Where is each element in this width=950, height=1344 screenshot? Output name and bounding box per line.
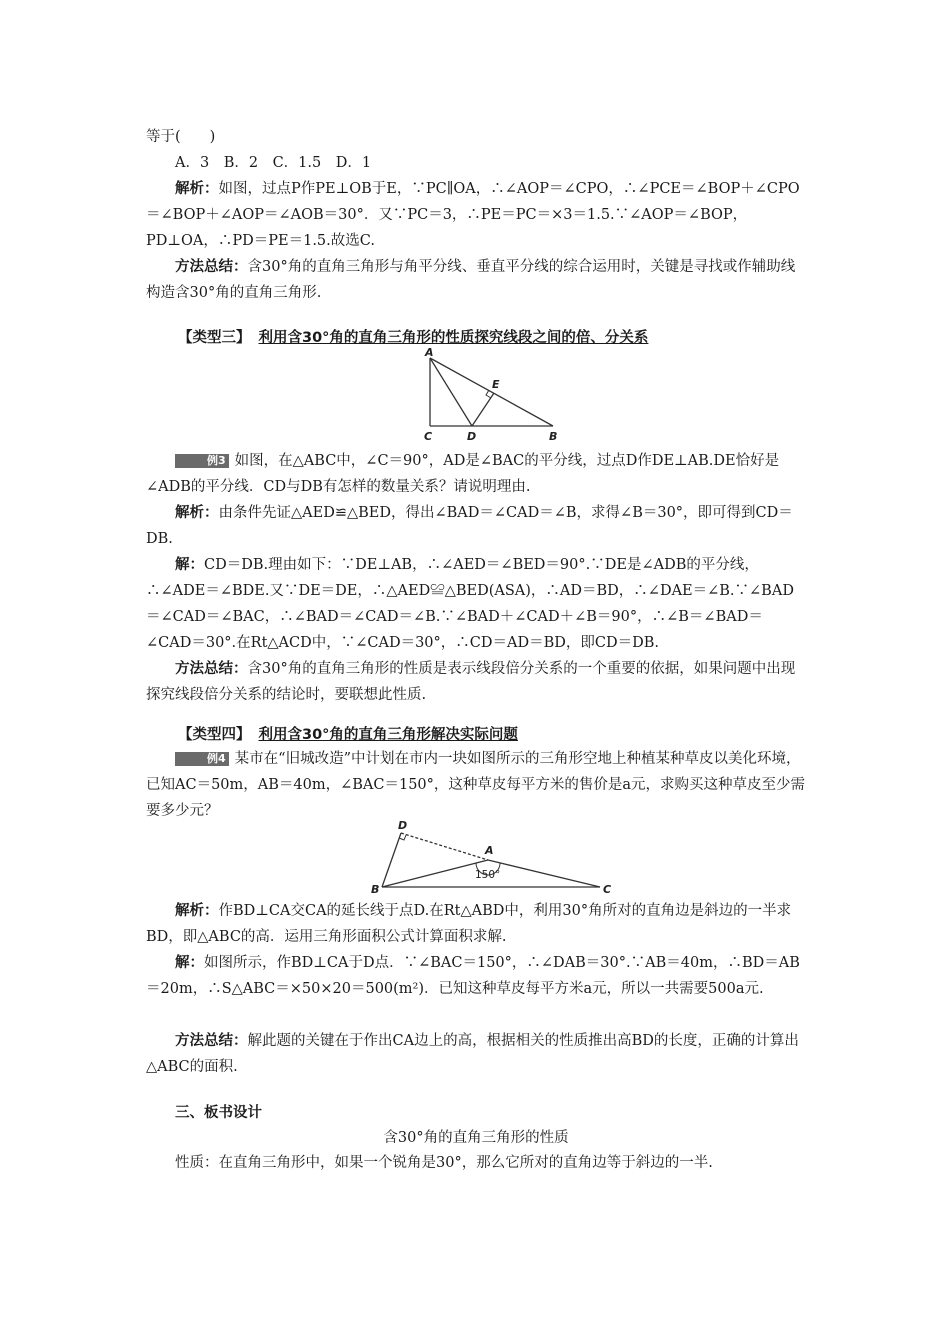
label-a: A [485, 844, 494, 857]
solution-1-text: 如图，过点P作PE⊥OB于E，∵PC∥OA，∴∠AOP＝∠CPO，∴∠PCE＝∠BOP＋∠CPO＝∠BOP＋∠AOP＝∠AOB＝30°．又∵PC＝3，∴PE＝PC＝×3＝1.5.∵∠AOP＝∠BOP，PD⊥OA，∴PD＝PE＝1.5.故选C. [146, 181, 800, 249]
solution-4 [146, 950, 806, 1002]
example-4-text: 某市在“旧城改造”中计划在市内一块如图所示的三角形空地上种植某种草皮以美化环境，已知AC＝50m，AB＝40m，∠BAC＝150°，这种草皮每平方米的售价是a元，求购买这种草皮至少需要多少元？ [146, 751, 806, 819]
summary-3-label: 方法总结： [175, 661, 248, 677]
label-c: C [603, 883, 612, 896]
summary-4 [146, 1028, 806, 1080]
summary-3 [146, 656, 806, 708]
solution-3-text: CD＝DB.理由如下：∵DE⊥AB，∴∠AED＝∠BED＝90°.∵DE是∠ADB的平分线，∴∠ADE＝∠BDE.又∵DE＝DE，∴△AED≌△BED(ASA)，∴AD＝BD，∴∠DAE＝∠B.∵∠BAD＝∠CAD＝∠BAC，∴∠BAD＝∠CAD＝∠B.∵∠BAD＋∠CAD＋∠B＝90°，∴∠B＝∠BAD＝∠CAD＝30°.在Rt△ACD中，∵∠CAD＝30°，∴CD＝AD＝BD，即CD＝DB. [146, 557, 794, 651]
solution-1-label: 解析： [175, 181, 219, 197]
example-3-text: 如图，在△ABC中，∠C＝90°，AD是∠BAC的平分线，过点D作DE⊥AB.DE恰好是∠ADB的平分线．CD与DB有怎样的数量关系？请说明理由. [146, 453, 780, 495]
summary-1 [146, 254, 806, 306]
triangle-figure-bac [368, 814, 618, 898]
label-a: A [425, 346, 434, 359]
label-d: D [398, 819, 408, 832]
analysis-4 [146, 898, 806, 950]
example-3 [146, 448, 806, 500]
type-four-title: 利用含30°角的直角三角形解决实际问题 [258, 727, 518, 743]
type-four-tag: 【类型四】 [178, 727, 251, 743]
summary-4-text: 解此题的关键在于作出CA边上的高，根据相关的性质推出高BD的长度，正确的计算出△ABC的面积. [146, 1033, 799, 1075]
analysis-3-text: 由条件先证△AED≌△BED，得出∠BAD＝∠CAD＝∠B，求得∠B＝30°，即可得到CD＝DB. [146, 505, 793, 547]
question-tail: 等于( ) [146, 129, 216, 145]
example-3-badge: 例3 [175, 454, 229, 468]
question-options: A．3 B．2 C．1.5 D．1 [175, 155, 372, 171]
analysis-4-label: 解析： [175, 903, 219, 919]
solution-3 [146, 552, 806, 656]
analysis-4-text: 作BD⊥CA交CA的延长线于点D.在Rt△ABD中，利用30°角所对的直角边是斜边的一半求BD，即△ABC的高．运用三角形面积公式计算面积求解. [146, 903, 792, 945]
solution-3-label: 解： [175, 557, 204, 573]
angle-label: 150° [475, 869, 501, 881]
solution-1 [146, 176, 806, 254]
board-title: 含30°角的直角三角形的性质 [383, 1130, 569, 1146]
summary-3-text: 含30°角的直角三角形的性质是表示线段倍分关系的一个重要的依据，如果问题中出现探究线段倍分关系的结论时，要联想此性质. [146, 661, 796, 703]
analysis-3 [146, 500, 806, 552]
label-c: C [424, 430, 433, 443]
label-d: D [467, 430, 477, 443]
example-4-badge: 例4 [175, 752, 229, 766]
summary-1-text: 含30°角的直角三角形与角平分线、垂直平分线的综合运用时，关键是寻找或作辅助线构造含30°角的直角三角形. [146, 259, 796, 301]
type-three-heading [178, 327, 648, 349]
board-text: 性质：在直角三角形中，如果一个锐角是30°，那么它所对的直角边等于斜边的一半. [175, 1155, 713, 1171]
example-4 [146, 746, 806, 824]
type-three-tag: 【类型三】 [178, 330, 251, 346]
label-b: B [371, 883, 380, 896]
analysis-3-label: 解析： [175, 505, 219, 521]
triangle-figure-abc [418, 344, 566, 444]
label-e: E [492, 378, 500, 391]
summary-1-label: 方法总结： [175, 259, 248, 275]
type-four-heading [178, 724, 518, 746]
summary-4-label: 方法总结： [175, 1033, 248, 1049]
label-b: B [549, 430, 558, 443]
solution-4-label: 解： [175, 955, 204, 971]
solution-4-text: 如图所示，作BD⊥CA于D点．∵∠BAC＝150°，∴∠DAB＝30°.∵AB＝40m，∴BD＝AB＝20m，∴S△ABC＝×50×20＝500(m²)．已知这种草皮每平方米a元，所以一共需要500a元. [146, 955, 800, 997]
section-3-title: 三、板书设计 [175, 1105, 262, 1121]
type-three-title: 利用含30°角的直角三角形的性质探究线段之间的倍、分关系 [258, 330, 649, 346]
